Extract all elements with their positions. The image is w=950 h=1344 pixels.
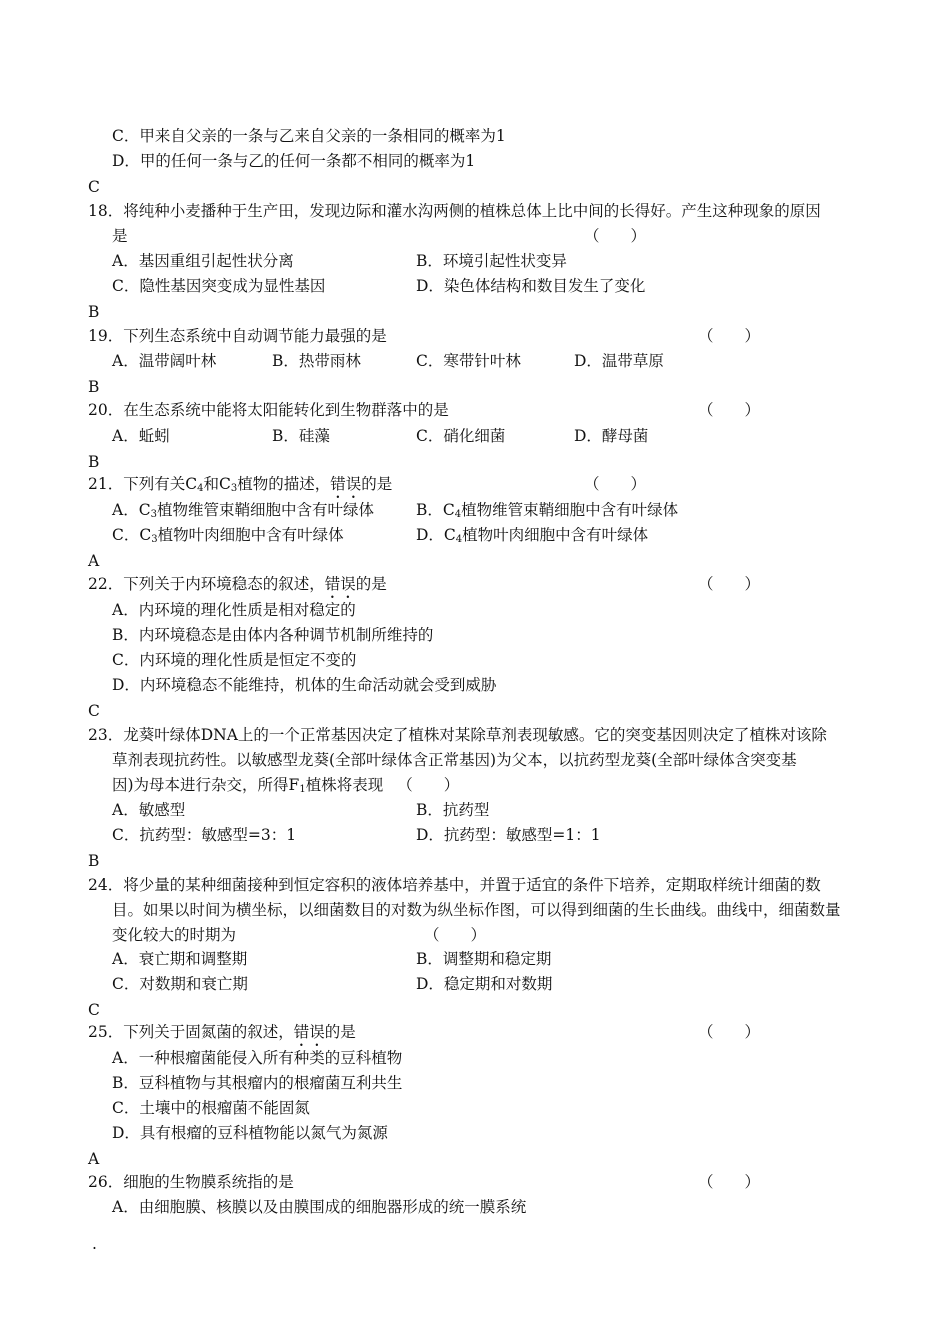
q24-stem-line2: 目。如果以时间为横坐标，以细菌数目的对数为纵坐标作图，可以得到细菌的生长曲线。曲线中，细菌数量 [112,901,841,919]
q22-option-a: A．内环境的理化性质是相对稳定的 [112,601,356,619]
q19-option-a: A．温带阔叶林 [112,352,217,370]
q18-stem-line2: 是 [112,227,128,245]
q23-stem-line1: 23．龙葵叶绿体DNA上的一个正常基因决定了植株对某除草剂表现敏感。它的突变基因则决定了植株对该除 [88,726,827,744]
q22-answer-blank: （ ） [698,575,761,593]
q22-answer: C [88,702,100,720]
q18-option-a: A．基因重组引起性状分离 [112,252,294,270]
q19-answer-blank: （ ） [698,327,761,345]
q23-option-c: C．抗药型：敏感型=3：1 [112,826,297,844]
q24-stem-line1: 24．将少量的某种细菌接种到恒定容积的液体培养基中，并置于适宜的条件下培养，定期取样统计细菌的数 [88,876,821,894]
q21-option-c: C．$C_3$植物叶肉细胞中含有叶绿体 [112,526,344,545]
q23-option-a: A．敏感型 [112,801,186,819]
q21-option-d: D．$C_4$植物叶肉细胞中含有叶绿体 [416,526,649,545]
q24-option-d: D．稳定期和对数期 [416,975,553,993]
q17-answer: C [88,178,100,196]
q21-option-a: A．$C_3$植物维管束鞘细胞中含有叶绿体 [112,501,374,520]
q24-stem-line3: 变化较大的时期为 [112,926,237,944]
q21-answer: A [88,552,100,570]
q25-option-a: A．一种根瘤菌能侵入所有种类的豆科植物 [112,1049,403,1067]
q23-stem-line2: 草剂表现抗药性。以敏感型龙葵(全部叶绿体含正常基因)为父本，以抗药型龙葵(全部叶绿体含突变基 [112,751,797,769]
q19-answer: B [88,378,100,396]
footer-dot: . [92,1235,97,1253]
q25-answer-blank: （ ） [698,1023,761,1041]
q18-stem-line1: 18．将纯种小麦播种于生产田，发现边际和灌水沟两侧的植株总体上比中间的长得好。产生这种现象的原因 [88,202,821,220]
q26-stem: 26．细胞的生物膜系统指的是 [88,1173,294,1191]
q20-answer: B [88,453,100,471]
q18-option-b: B．环境引起性状变异 [416,252,567,270]
q17-option-c: C．甲来自父亲的一条与乙来自父亲的一条相同的概率为1 [112,127,506,145]
q25-stem: 25．下列关于固氮菌的叙述，错误的是 [88,1023,356,1041]
q17-option-d: D．甲的任何一条与乙的任何一条都不相同的概率为1 [112,152,476,170]
q25-option-b: B．豆科植物与其根瘤内的根瘤菌互利共生 [112,1074,403,1092]
q18-option-c: C．隐性基因突变成为显性基因 [112,277,326,295]
q25-answer: A [88,1150,100,1168]
q22-emphasis: 错误 [324,575,356,593]
q24-option-b: B．调整期和稳定期 [416,950,552,968]
q20-stem: 20．在生态系统中能将太阳能转化到生物群落中的是 [88,401,449,419]
q25-emphasis: 错误 [293,1023,325,1041]
q18-answer-blank: （ ） [584,227,647,245]
q23-option-b: B．抗药型 [416,801,490,819]
q22-stem: 22．下列关于内环境稳态的叙述，错误的是 [88,575,387,593]
q23-answer-blank: （ ） [397,776,460,794]
q19-option-c: C．寒带针叶林 [416,352,521,370]
q21-stem: 21．下列有关$C_4$和$C_3$植物的描述，错误的是 [88,475,393,494]
q18-option-d: D．染色体结构和数目发生了变化 [416,277,646,295]
q20-option-b: B．硅藻 [272,427,330,445]
q21-emphasis: 错误 [330,475,362,493]
q19-option-b: B．热带雨林 [272,352,361,370]
q20-option-c: C．硝化细菌 [416,427,506,445]
q21-answer-blank: （ ） [584,475,647,493]
q23-option-d: D．抗药型：敏感型=1：1 [416,826,601,844]
q26-option-a: A．由细胞膜、核膜以及由膜围成的细胞器形成的统一膜系统 [112,1198,527,1216]
q22-option-c: C．内环境的理化性质是恒定不变的 [112,651,357,669]
q24-answer-blank: （ ） [424,926,487,944]
q22-option-d: D．内环境稳态不能维持，机体的生命活动就会受到威胁 [112,676,497,694]
q20-option-d: D．酵母菌 [574,427,649,445]
q26-answer-blank: （ ） [698,1173,761,1191]
q24-option-c: C．对数期和衰亡期 [112,975,248,993]
q23-answer: B [88,852,100,870]
q19-stem: 19．下列生态系统中自动调节能力最强的是 [88,327,387,345]
q23-stem-line3: 因)为母本进行杂交，所得$F_1$植株将表现 （ ） [112,776,460,795]
q22-option-b: B．内环境稳态是由体内各种调节机制所维持的 [112,626,434,644]
q25-option-c: C．土壤中的根瘤菌不能固氮 [112,1099,310,1117]
q20-option-a: A．蚯蚓 [112,427,170,445]
q18-answer: B [88,303,100,321]
q24-answer: C [88,1001,100,1019]
q21-option-b: B．$C_4$植物维管束鞘细胞中含有叶绿体 [416,501,679,520]
q19-option-d: D．温带草原 [574,352,664,370]
q24-option-a: A．衰亡期和调整期 [112,950,248,968]
q25-option-d: D．具有根瘤的豆科植物能以氮气为氮源 [112,1124,388,1142]
q20-answer-blank: （ ） [698,401,761,419]
